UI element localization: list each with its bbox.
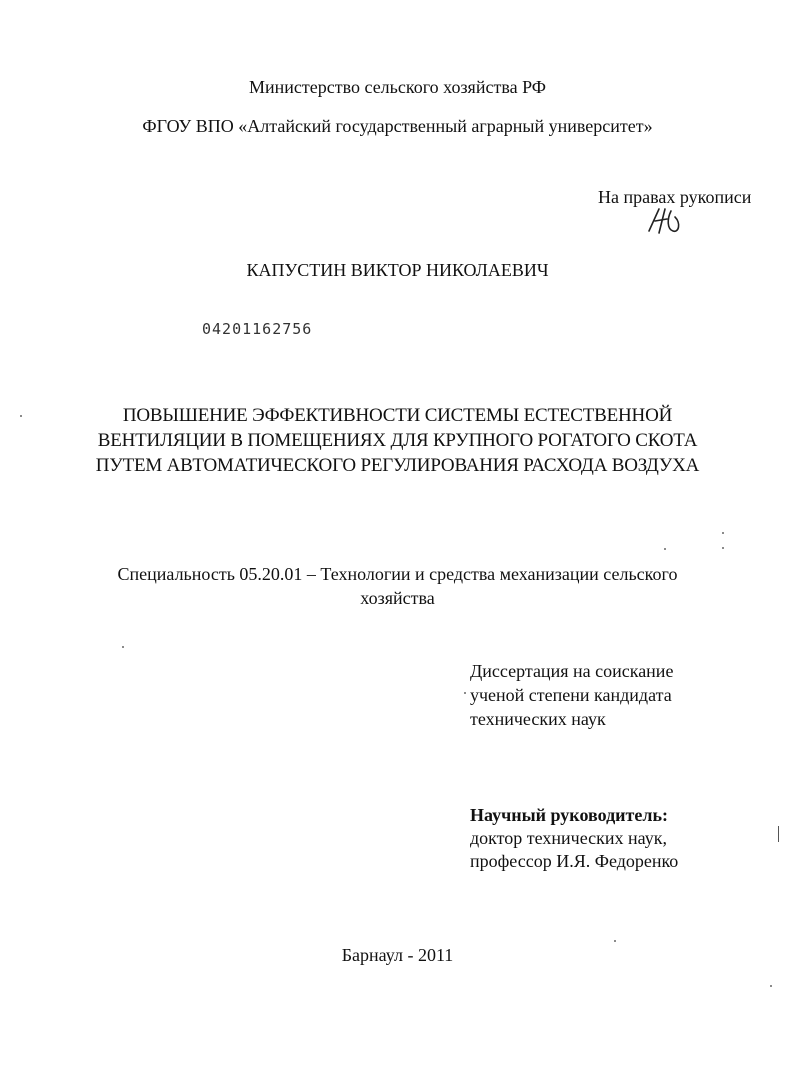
supervisor-name: профессор И.Я. Федоренко — [470, 851, 679, 871]
ministry-line: Министерство сельского хозяйства РФ — [249, 77, 546, 97]
dissertation-line-2: ученой степени кандидата — [470, 685, 672, 705]
specialty-line-2: хозяйства — [360, 588, 435, 608]
scan-speck — [20, 415, 22, 417]
signature-mark — [645, 205, 687, 235]
dissertation-line-1: Диссертация на соискание — [470, 661, 674, 681]
author-name: КАПУСТИН ВИКТОР НИКОЛАЕВИЧ — [246, 260, 549, 280]
supervisor-degree: доктор технических наук, — [470, 828, 667, 848]
university-line: ФГОУ ВПО «Алтайский государственный аграрный университет» — [142, 116, 653, 136]
title-line-3: ПУТЕМ АВТОМАТИЧЕСКОГО РЕГУЛИРОВАНИЯ РАСХОДА ВОЗДУХА — [95, 455, 700, 476]
dissertation-line-3: технических наук — [470, 709, 606, 729]
specialty-line-1: Специальность 05.20.01 – Технологии и средства механизации сельского — [117, 564, 678, 584]
scan-speck — [722, 547, 724, 549]
rights-note: На правах рукописи — [598, 187, 752, 207]
scan-speck — [614, 940, 616, 942]
scan-speck — [664, 548, 666, 550]
scan-speck — [770, 985, 772, 987]
supervisor-heading: Научный руководитель: — [470, 805, 668, 825]
scan-speck — [722, 532, 724, 534]
city-year: Барнаул - 2011 — [341, 945, 454, 965]
title-line-1: ПОВЫШЕНИЕ ЭФФЕКТИВНОСТИ СИСТЕМЫ ЕСТЕСТВЕННОЙ — [122, 405, 673, 426]
scan-speck — [122, 646, 124, 648]
scan-mark — [778, 826, 779, 842]
title-line-2: ВЕНТИЛЯЦИИ В ПОМЕЩЕНИЯХ ДЛЯ КРУПНОГО РОГАТОГО СКОТА — [97, 430, 698, 451]
registry-number: 04201162756 — [202, 320, 313, 338]
scan-speck — [464, 692, 466, 694]
